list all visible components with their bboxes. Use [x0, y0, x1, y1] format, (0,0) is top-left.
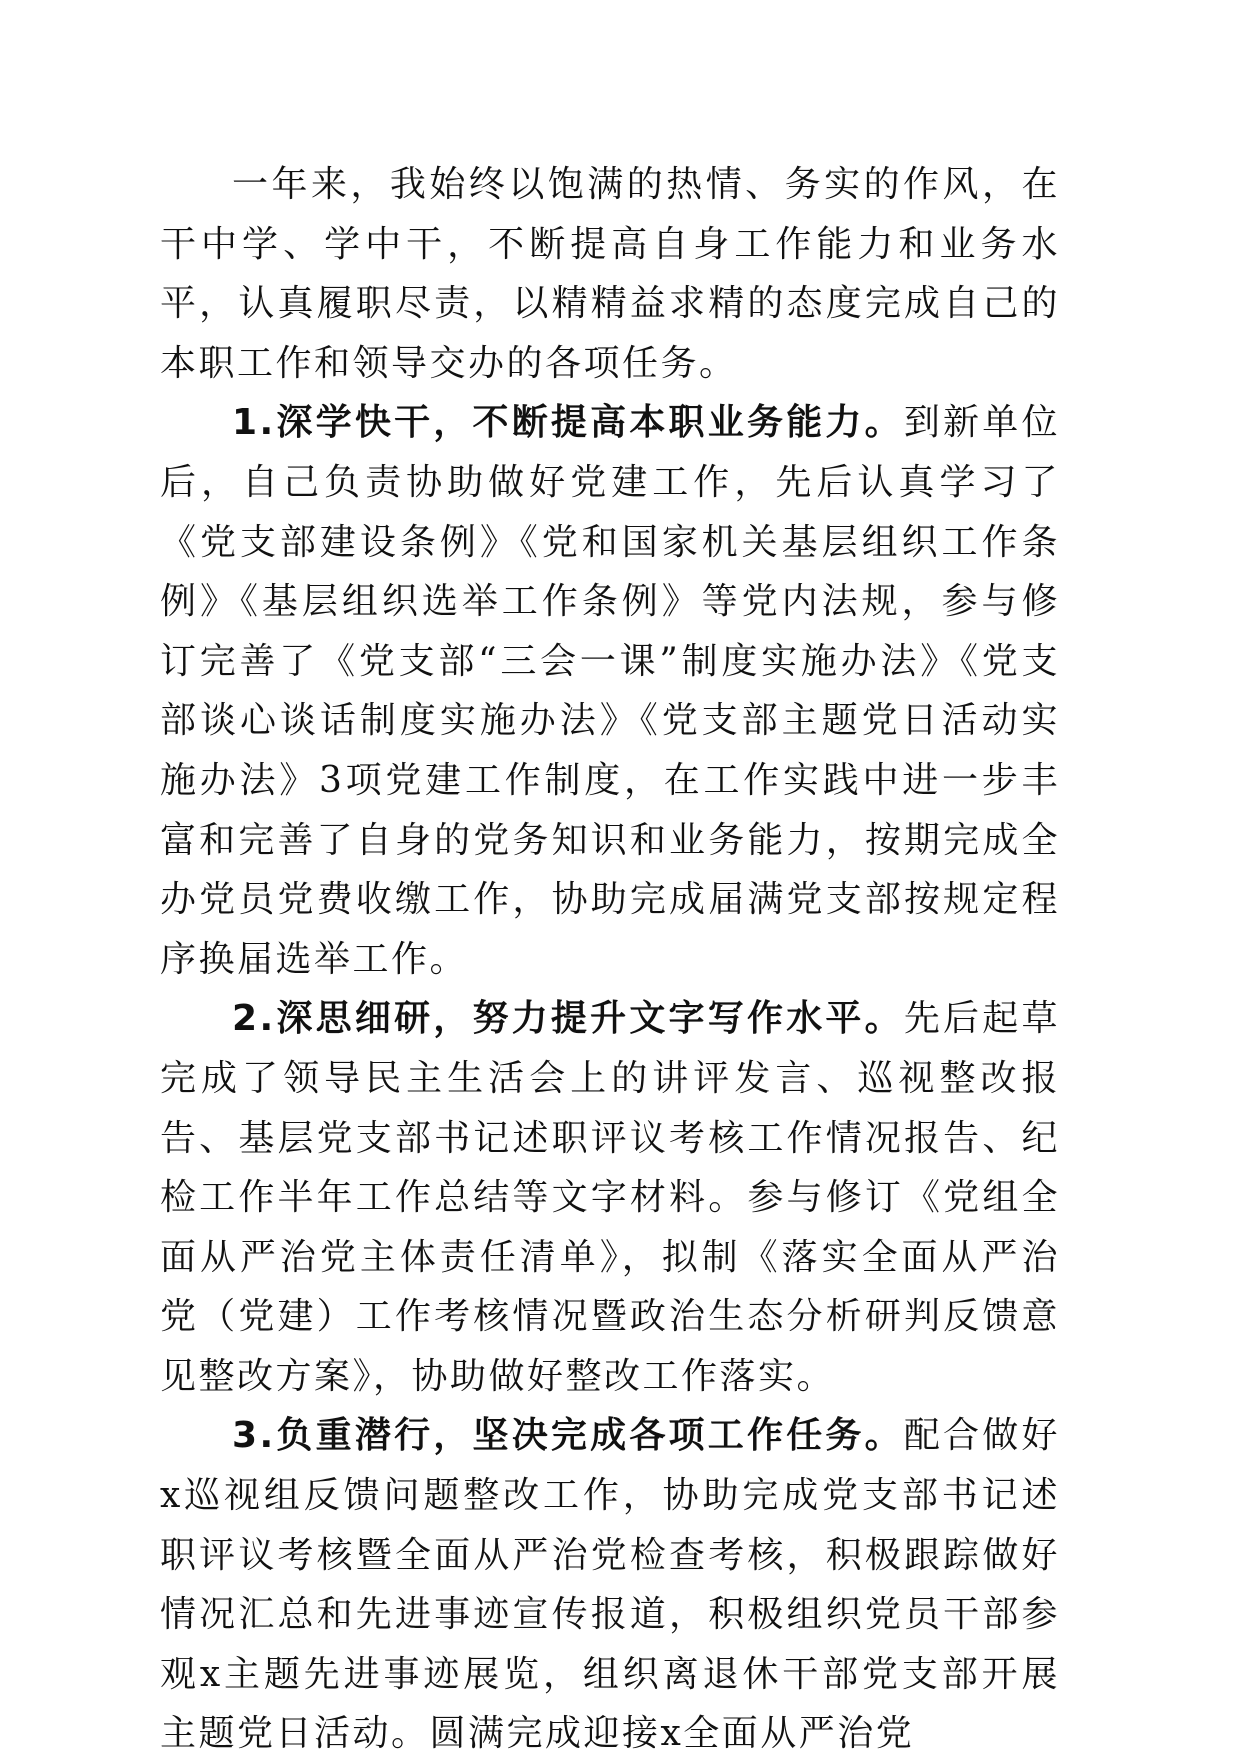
- paragraph-text: 配合做好x巡视组反馈问题整改工作，协助完成党支部书记述职评议考核暨全面从严治党检查考核，积极跟踪做好情况汇总和先进事迹宣传报道，积极组织党员干部参观x主题先进事迹展览，组织离退休干部党支部开展主题党日活动。圆满完成迎接x全面从严治党: [160, 1415, 1060, 1755]
- paragraph-lead: 3.负重潜行，坚决完成各项工作任务。: [232, 1415, 904, 1457]
- paragraph-item-1: [160, 393, 1060, 989]
- paragraph-item-3: [160, 1406, 1060, 1764]
- paragraph-text: 一年来，我始终以饱满的热情、务实的作风，在干中学、学中干，不断提高自身工作能力和业务水平，认真履职尽责，以精精益求精的态度完成自己的本职工作和领导交办的各项任务。: [160, 164, 1060, 384]
- paragraph-text: 到新单位后，自己负责协助做好党建工作，先后认真学习了《党支部建设条例》《党和国家机关基层组织工作条例》《基层组织选举工作条例》等党内法规，参与修订完善了《党支部“三会一课”制度实施办法》《党支部谈心谈话制度实施办法》《党支部主题党日活动实施办法》3项党建工作制度，在工作实践中进一步丰富和完善了自身的党务知识和业务能力，按期完成全办党员党费收缴工作，协助完成届满党支部按规定程序换届选举工作。: [160, 402, 1060, 980]
- document-body: [160, 155, 1060, 1764]
- paragraph-item-2: [160, 989, 1060, 1406]
- paragraph-lead: 1.深学快干，不断提高本职业务能力。: [232, 402, 904, 444]
- paragraph-text: 先后起草完成了领导民主生活会上的讲评发言、巡视整改报告、基层党支部书记述职评议考核工作情况报告、纪检工作半年工作总结等文字材料。参与修订《党组全面从严治党主体责任清单》，拟制《落实全面从严治党（党建）工作考核情况暨政治生态分析研判反馈意见整改方案》，协助做好整改工作落实。: [160, 998, 1060, 1397]
- paragraph-intro: [160, 155, 1060, 393]
- paragraph-lead: 2.深思细研，努力提升文字写作水平。: [232, 998, 904, 1040]
